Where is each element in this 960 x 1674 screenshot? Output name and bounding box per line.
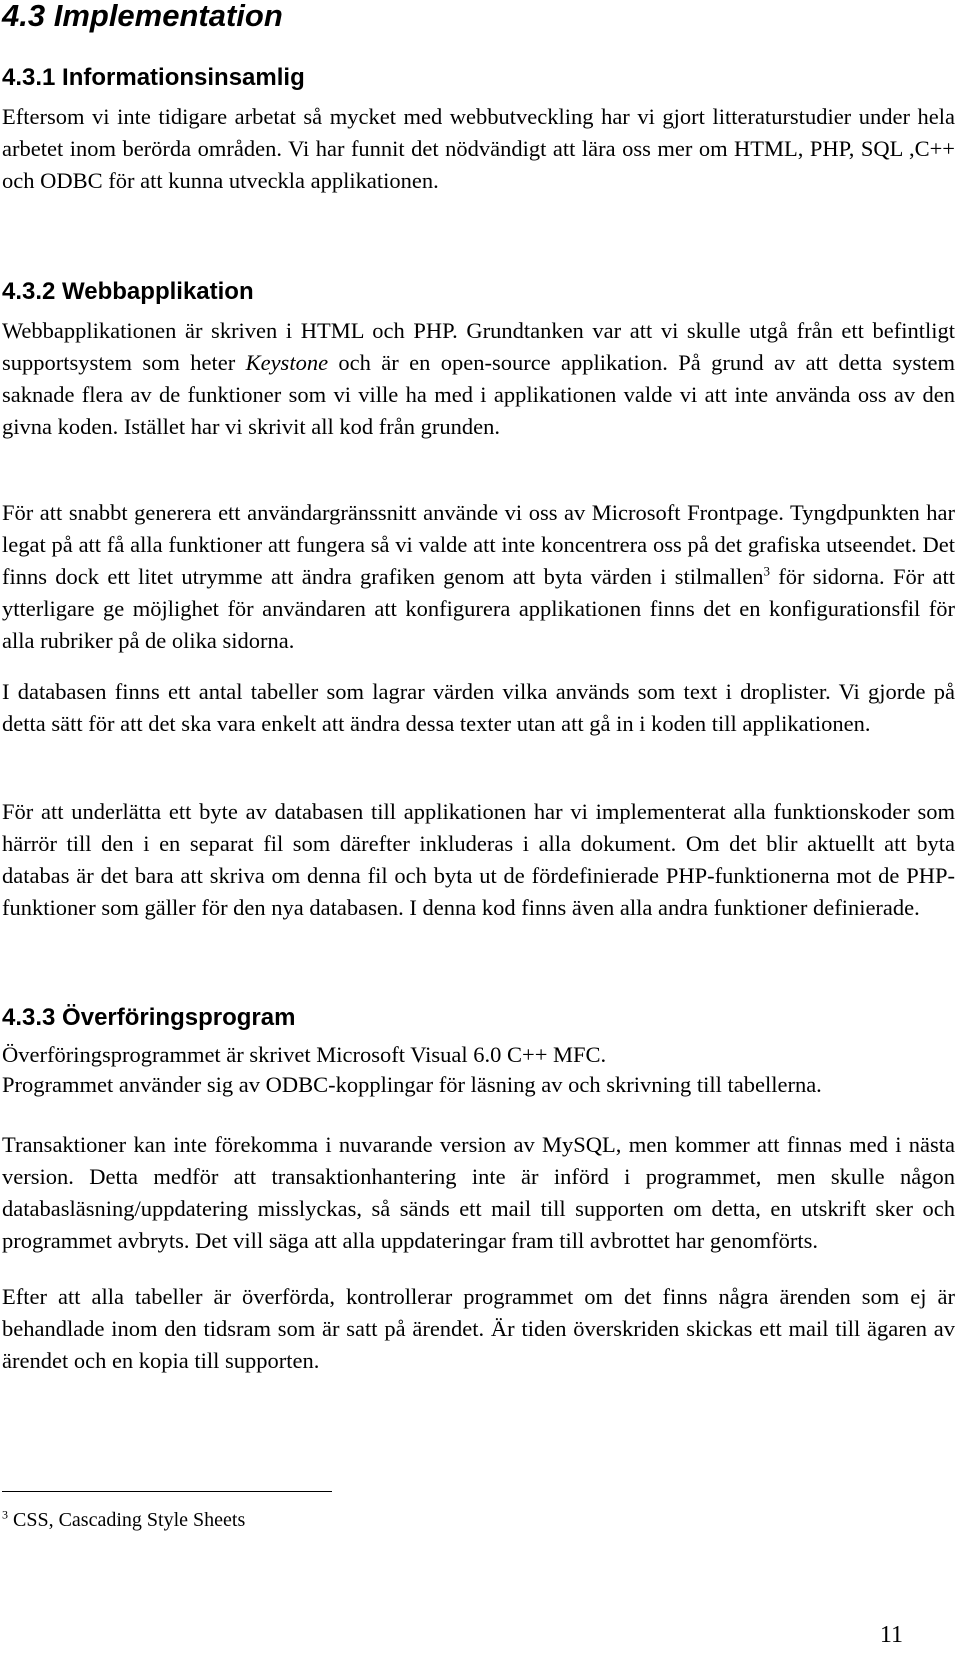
footnote-divider xyxy=(2,1491,332,1492)
footnote-ref: 3 xyxy=(763,563,770,579)
paragraph-informationsinsamlig: Eftersom vi inte tidigare arbetat så mycket med webbutveckling har vi gjort litteraturstudier under hela arbetet inom berörda områden. Vi har funnit det nödvändigt att lära oss mer om HTML, PHP, SQL ,C++ och ODBC för att kunna utveckla applikationen. xyxy=(2,104,955,193)
footnote-marker: 3 xyxy=(2,1507,8,1522)
section-heading: 4.3 Implementation xyxy=(2,0,283,33)
text-run: och är en open-source applikation. På grund av att detta system saknade flera av de funktioner som vi ville ha med i applikationen valde vi att inte använda oss av den givna koden. Istället har vi skrivit all kod från grunden. xyxy=(2,350,956,439)
paragraph-overforing-1: Överföringsprogrammet är skrivet Microsoft Visual 6.0 C++ MFC. xyxy=(2,1042,607,1067)
footnote-text: CSS, Cascading Style Sheets xyxy=(8,1509,246,1531)
subsection-title-informationsinsamlig: 4.3.1 Informationsinsamlig xyxy=(2,64,305,91)
text-run: Webbapplikationen är skriven i HTML och PHP. Grundtanken var att vi skulle utgå från ett befintligt supportsystem som heter xyxy=(2,318,955,375)
text-run: för sidorna. För att ytterligare ge möjlighet för användaren att konfigurera applikationen finns det en konfigurationsfil för alla rubriker på de olika sidorna. xyxy=(2,564,955,653)
paragraph-webbapplikation-3: I databasen finns ett antal tabeller som lagrar värden vilka används som text i droplister. Vi gjorde på detta sätt för att det ska vara enkelt att ändra dessa texter utan att gå in i koden till applikationen. xyxy=(2,679,955,736)
text-run: För att snabbt generera ett användargränssnitt använde vi oss av Microsoft Frontpage. Tyngdpunkten har legat på att få alla funktioner att fungera så vi valde att inte koncentrera oss på det grafiska utseendet. Det finns dock ett litet utrymme att ändra grafiken genom att byta värden i stilmallen xyxy=(2,500,955,589)
keystone-emphasis: Keystone xyxy=(245,350,329,375)
subsection-title-overforingsprogram: 4.3.3 Överföringsprogram xyxy=(2,1004,296,1031)
footnote xyxy=(2,1506,245,1534)
paragraph-webbapplikation-1 xyxy=(2,315,955,443)
paragraph-overforing-4: Efter att alla tabeller är överförda, kontrollerar programmet om det finns några ärenden som ej är behandlade inom den tidsram som är satt på ärendet. Är tiden överskriden skickas ett mail till ägaren av ärendet och en kopia till supporten. xyxy=(2,1284,955,1373)
paragraph-webbapplikation-4: För att underlätta ett byte av databasen till applikationen har vi implementerat alla funktionskoder som härrör till den i en separat fil som därefter inkluderas i alla dokument. Om det blir aktuellt att byta databas är det bara att skriva om denna fil och byta ut de fördefinierade PHP-funktionerna mot de PHP-funktioner som gäller för den nya databasen. I denna kod finns även alla andra funktioner definierade. xyxy=(2,799,955,920)
paragraph-overforing-3: Transaktioner kan inte förekomma i nuvarande version av MySQL, men kommer att finnas med i nästa version. Detta medför att transaktionhantering inte är införd i programmet, men skulle någon databasläsning/uppdatering misslyckas, så sänds ett mail till supporten om detta, en utskrift sker och programmet avbryts. Det vill säga att alla uppdateringar fram till avbrottet har genomförts. xyxy=(2,1132,955,1253)
paragraph-overforing-2: Programmet använder sig av ODBC-kopplingar för läsning av och skrivning till tabellerna. xyxy=(2,1072,822,1097)
page-number: 11 xyxy=(879,1622,903,1648)
subsection-title-webbapplikation: 4.3.2 Webbapplikation xyxy=(2,278,254,305)
paragraph-webbapplikation-2 xyxy=(2,497,955,657)
